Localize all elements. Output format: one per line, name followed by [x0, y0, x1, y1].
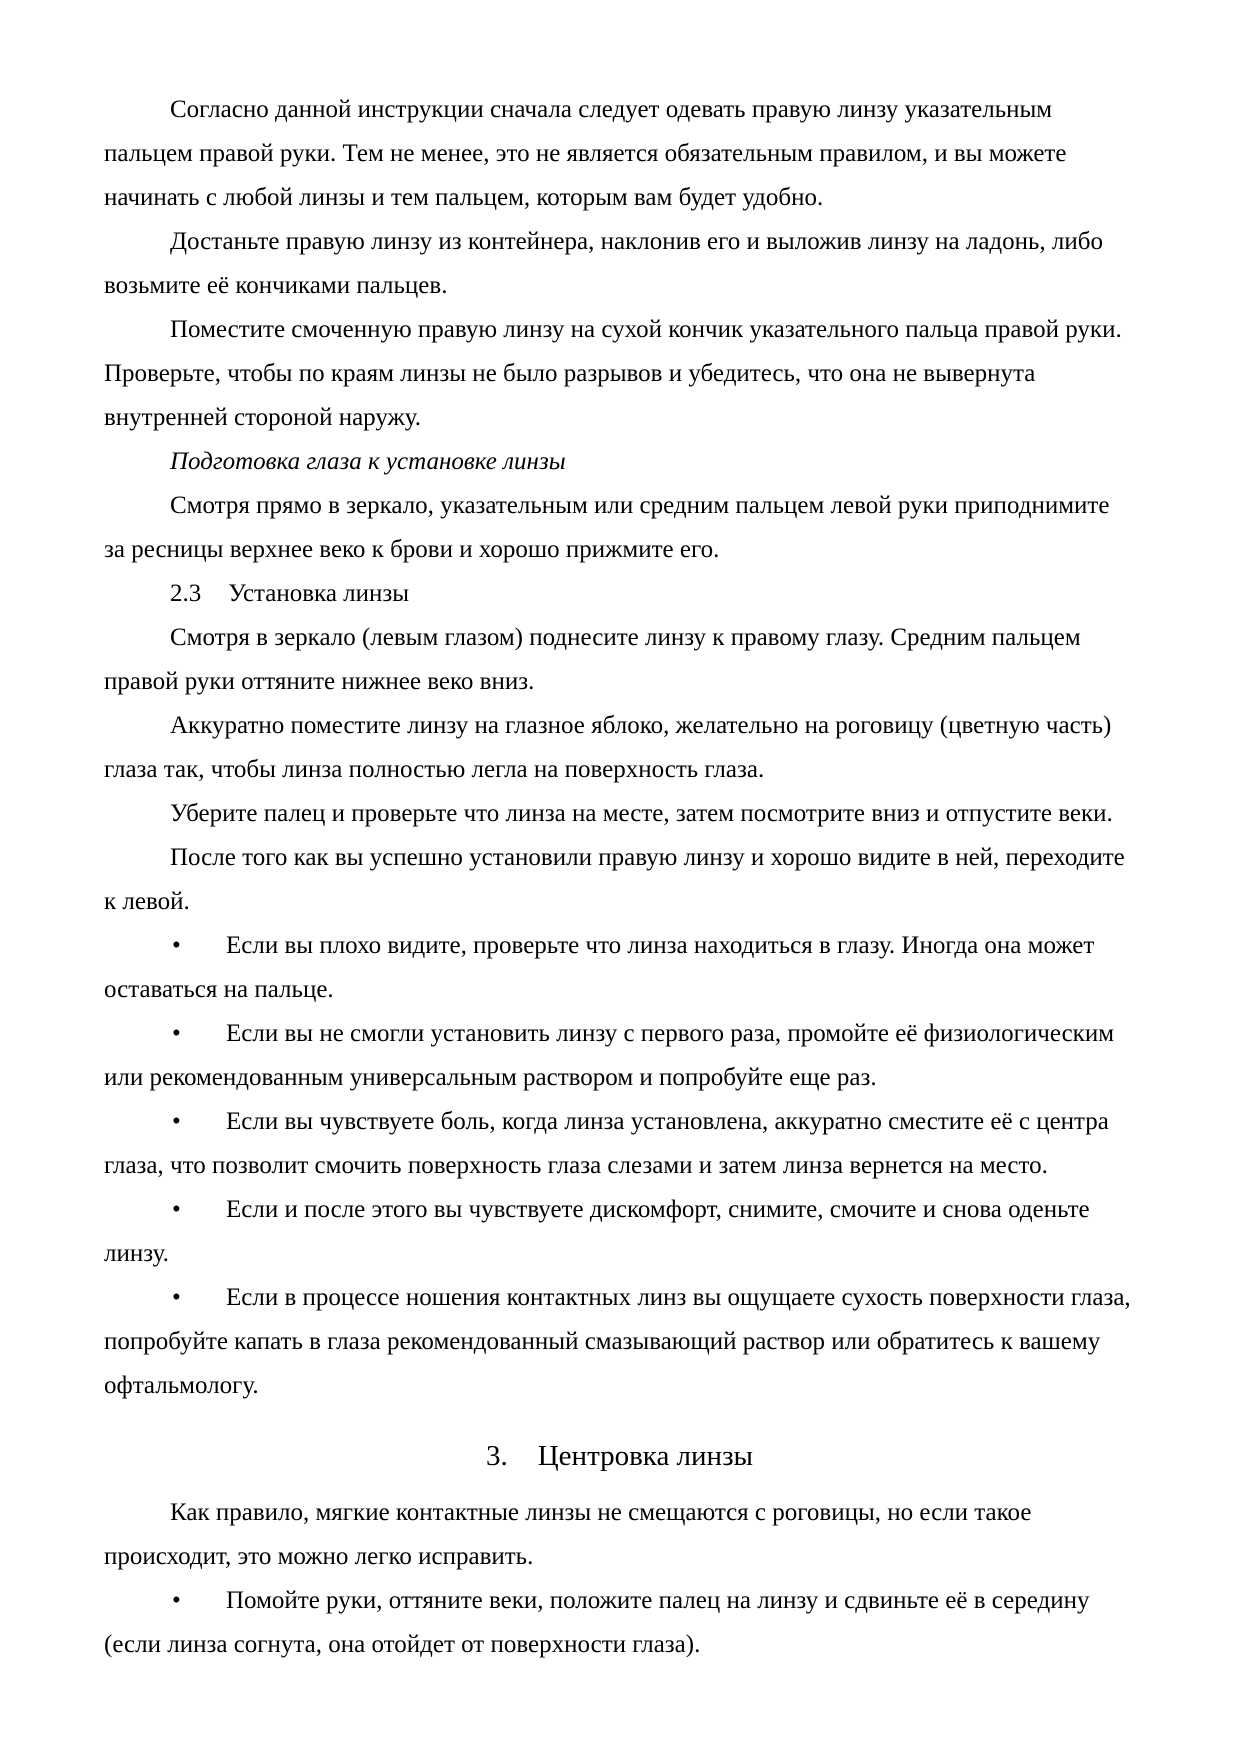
bullet-text: Если в процессе ношения контактных линз вы ощущаете сухость поверхности глаза, попробуйте капать в глаза рекомендованный смазывающий раствор или обратитесь к вашему офтальмологу.: [104, 1284, 1131, 1399]
bullet-item-first-try-failed: [104, 1012, 1135, 1100]
bullet-icon: •: [172, 1587, 181, 1614]
bullet-item-centering: [104, 1579, 1135, 1667]
section-number: 2.3: [170, 580, 202, 607]
paragraph-centering-intro: Как правило, мягкие контактные линзы не смещаются с роговицы, но если такое происходит, это можно легко исправить.: [104, 1499, 1032, 1570]
bullet-text: Если и после этого вы чувствуете дискомфорт, снимите, смочите и снова оденьте линзу.: [104, 1196, 1090, 1267]
paragraph-take-lens: Достаньте правую линзу из контейнера, наклонив его и выложив линзу на ладонь, либо возьмите её кончиками пальцев.: [104, 228, 1103, 299]
bullet-item-dryness: [104, 1276, 1135, 1408]
paragraph-bring-lens-to-eye: Смотря в зеркало (левым глазом) поднесите линзу к правому глазу. Средним пальцем правой руки оттяните нижнее веко вниз.: [104, 624, 1081, 695]
section-title: Центровка линзы: [537, 1440, 754, 1472]
bullet-text: Помойте руки, оттяните веки, положите палец на линзу и сдвиньте её в середину (если линза согнута, она отойдет от поверхности глаза).: [104, 1587, 1090, 1658]
paragraph-proceed-to-left: После того как вы успешно установили правую линзу и хорошо видите в ней, переходите к левой.: [104, 844, 1125, 915]
bullet-item-pain: [104, 1100, 1135, 1188]
paragraph-mirror-eyelid: Смотря прямо в зеркало, указательным или средним пальцем левой руки приподнимите за ресницы верхнее веко к брови и хорошо прижмите его.: [104, 492, 1110, 563]
paragraph-remove-finger: Уберите палец и проверьте что линза на месте, затем посмотрите вниз и отпустите веки.: [170, 800, 1113, 827]
section-heading-2-3: [104, 572, 1135, 616]
section-heading-3: [104, 1430, 1135, 1482]
bullet-icon: •: [172, 1196, 181, 1223]
section-title: Установка линзы: [228, 580, 410, 607]
bullet-icon: •: [172, 932, 181, 959]
bullet-item-poor-vision: [104, 924, 1135, 1012]
paragraph-place-lens-finger: Поместите смоченную правую линзу на сухой кончик указательного пальца правой руки. Проверьте, чтобы по краям линзы не было разрывов и убедитесь, что она не вывернута внутренней стороной наружу.: [104, 316, 1122, 431]
bullet-item-discomfort: [104, 1188, 1135, 1276]
bullet-icon: •: [172, 1284, 181, 1311]
section-number: 3.: [485, 1440, 508, 1472]
paragraph-place-on-eyeball: Аккуратно поместите линзу на глазное яблоко, желательно на роговицу (цветную часть) глаза так, чтобы линза полностью легла на поверхность глаза.: [104, 712, 1112, 783]
bullet-icon: •: [172, 1108, 181, 1135]
bullet-text: Если вы плохо видите, проверьте что линза находиться в глазу. Иногда она может оставаться на пальце.: [104, 932, 1095, 1003]
bullet-text: Если вы чувствуете боль, когда линза установлена, аккуратно сместите её с центра глаза, что позволит смочить поверхность глаза слезами и затем линза вернется на место.: [104, 1108, 1109, 1179]
bullet-text: Если вы не смогли установить линзу с первого раза, промойте её физиологическим или рекомендованным универсальным раствором и попробуйте еще раз.: [104, 1020, 1115, 1091]
subheading-eye-preparation: Подготовка глаза к установке линзы: [170, 448, 566, 475]
bullet-icon: •: [172, 1020, 181, 1047]
paragraph-instruction-order: Согласно данной инструкции сначала следует одевать правую линзу указательным пальцем правой руки. Тем не менее, это не является обязательным правилом, и вы можете начинать с любой линзы и тем пальцем, которым вам будет удобно.: [104, 96, 1067, 211]
